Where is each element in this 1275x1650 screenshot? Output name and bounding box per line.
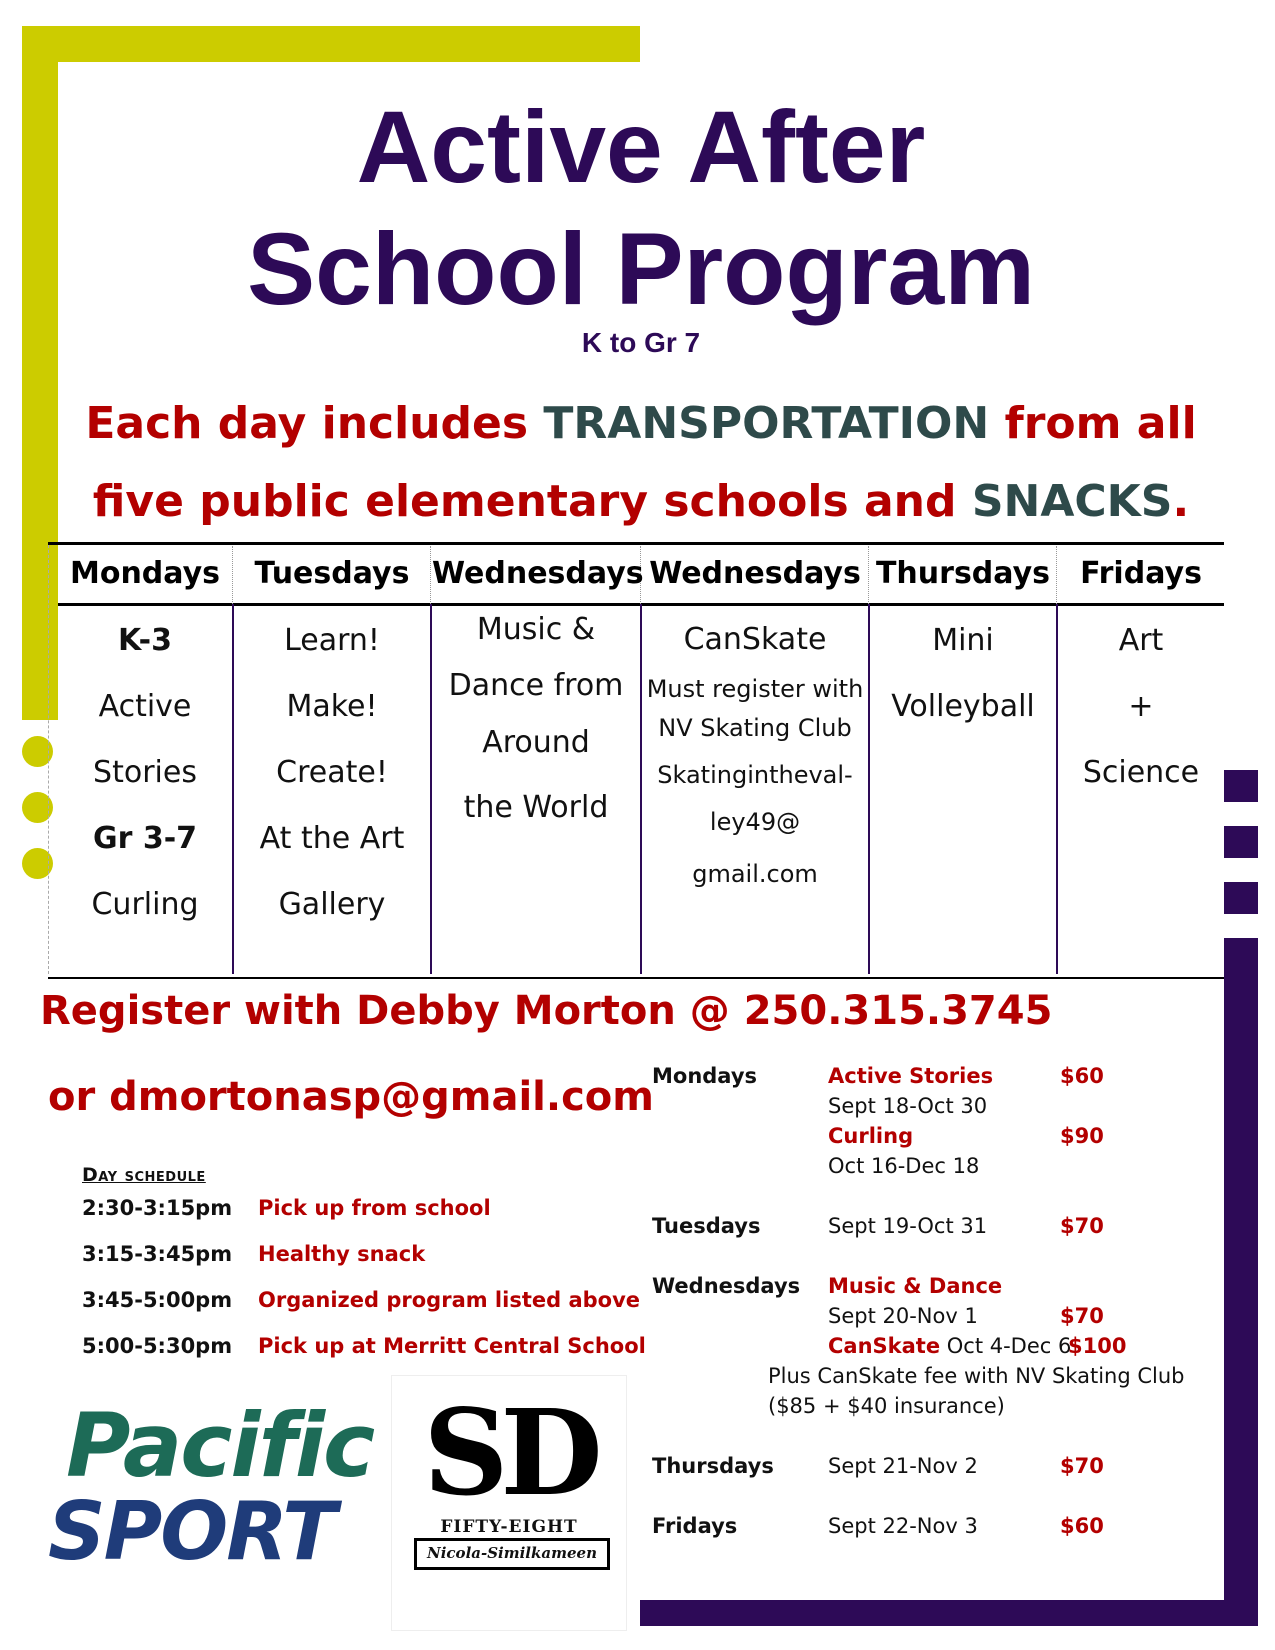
logo-banner [406,1516,612,1570]
table-cell-line: Around [482,725,590,760]
fee-program: Music & Dance [828,1274,1003,1298]
table-cell [58,608,232,938]
table-cell-line: Active [98,689,192,724]
fee-note: ($85 + $40 insurance) [768,1394,1005,1418]
table-cell-line: Mini [932,623,994,658]
table-column-header: Mondays [69,556,221,591]
fee-price: $60 [1060,1064,1104,1088]
decor-bar-bottom [640,1600,1258,1626]
table-cell-line: Dance from [448,668,624,703]
school-district-logo [392,1376,626,1630]
logo-text: FIFTY-EIGHT [440,1517,578,1537]
table-cell-line: Music & [476,612,596,647]
intro-text: from all [989,398,1197,449]
table-cell-line: gmail.com [692,860,818,888]
logo-text: SPORT [48,1485,335,1578]
fee-day: Mondays [652,1064,758,1088]
schedule-time: 3:45-5:00pm [82,1288,233,1312]
table-column-header: Thursdays [875,556,1051,591]
table-cell-line: Gr 3-7 [92,821,198,856]
table-cell-line: Stories [93,755,197,790]
intro-text: Each day includes [85,398,544,449]
fee-price: $100 [1068,1334,1127,1358]
fee-program: Active Stories [828,1064,994,1088]
fee-dates: Sept 22-Nov 3 [828,1514,978,1538]
decor-square [1224,826,1258,858]
table-cell-line: Must register with [646,675,864,703]
register-contact: Register with Debby Morton @ 250.315.3745 [40,988,1053,1034]
schedule-activity: Healthy snack [258,1242,426,1266]
table-cell-line: ley49@ [709,808,801,836]
fee-price: $90 [1060,1124,1104,1148]
schedule-activity: Pick up from school [258,1196,491,1220]
table-column-header: Fridays [1080,556,1202,591]
decor-square [1224,770,1258,802]
schedule-time: 2:30-3:15pm [82,1196,233,1220]
table-cell-line: Learn! [284,623,380,658]
table-cell [1058,608,1224,806]
table-column [432,546,644,974]
table-cell-line: the World [463,790,609,825]
table-column [58,546,232,974]
day-schedule-heading: Day schedule [82,1164,206,1186]
table-column [1058,546,1224,974]
schedule-time: 5:00-5:30pm [82,1334,233,1358]
fee-dates: Sept 20-Nov 1 [828,1304,978,1328]
page-title-line-2: School Program [247,212,1035,326]
fee-day: Fridays [652,1514,738,1538]
table-cell [234,608,430,938]
table-cell [870,608,1056,740]
fee-dates: Oct 16-Dec 18 [828,1154,980,1178]
decor-bar-right [1224,938,1258,1626]
fee-note: Plus CanSkate fee with NV Skating Club [768,1364,1185,1388]
schedule-activity: Organized program listed above [258,1288,641,1312]
table-cell [642,608,868,904]
fee-dates: Sept 19-Oct 31 [828,1214,988,1238]
table-column-header: Wednesdays [649,556,861,591]
table-column [870,546,1056,974]
fee-dates: Sept 18-Oct 30 [828,1094,988,1118]
table-border [48,545,49,974]
table-cell-line: Volleyball [891,689,1035,724]
intro-line-2 [58,474,1224,530]
pacific-sport-logo [48,1394,382,1588]
grade-range: K to Gr 7 [581,327,701,358]
intro-emphasis: SNACKS [971,476,1173,527]
logo-text: Nicola-Similkameen [414,1538,610,1570]
table-cell-line: K-3 [118,623,172,658]
fee-day: Tuesdays [652,1214,761,1238]
logo-mark: SD [423,1383,595,1522]
fee-day: Thursdays [652,1454,774,1478]
fee-canskate [828,1334,1071,1358]
table-cell-line: Curling [91,887,199,922]
decor-square [1224,882,1258,914]
fee-price: $70 [1060,1304,1104,1328]
fee-dates: Sept 21-Nov 2 [828,1454,978,1478]
table-cell-line: Create! [276,755,388,790]
decor-bar-top [22,26,640,62]
table-cell-line: Make! [286,689,378,724]
fee-program: Curling [828,1124,914,1148]
table-column [234,546,430,974]
fee-price: $70 [1060,1214,1104,1238]
schedule-time: 3:15-3:45pm [82,1242,233,1266]
table-cell-line: Science [1082,755,1200,790]
table-cell-line: + [1128,689,1154,724]
intro-text: five public elementary schools and [92,476,972,527]
intro-emphasis: TRANSPORTATION [543,398,990,449]
fee-program: CanSkate [828,1334,941,1358]
table-cell-line: NV Skating Club [658,714,852,742]
page-title: Active After [356,90,926,204]
table-cell-line: Skatingintheval- [657,761,853,789]
table-cell [432,602,640,844]
table-column [642,546,868,974]
table-cell-line: At the Art [259,821,405,856]
table-column-header: Tuesdays [254,556,410,591]
table-cell-line: CanSkate [683,622,827,657]
schedule-activity: Pick up at Merritt Central School [258,1334,646,1358]
table-column-header: Wednesdays [432,556,644,591]
intro-line-1 [58,396,1224,452]
table-cell-line: Gallery [278,887,386,922]
table-cell-line: Art [1118,623,1164,658]
register-email: or dmortonasp@gmail.com [48,1074,654,1120]
intro-text: . [1172,476,1190,527]
fee-dates: Oct 4-Dec 6 [940,1334,1072,1358]
fee-price: $60 [1060,1514,1104,1538]
fee-price: $70 [1060,1454,1104,1478]
logo-text: Pacific [66,1394,374,1497]
fee-day: Wednesdays [652,1274,801,1298]
